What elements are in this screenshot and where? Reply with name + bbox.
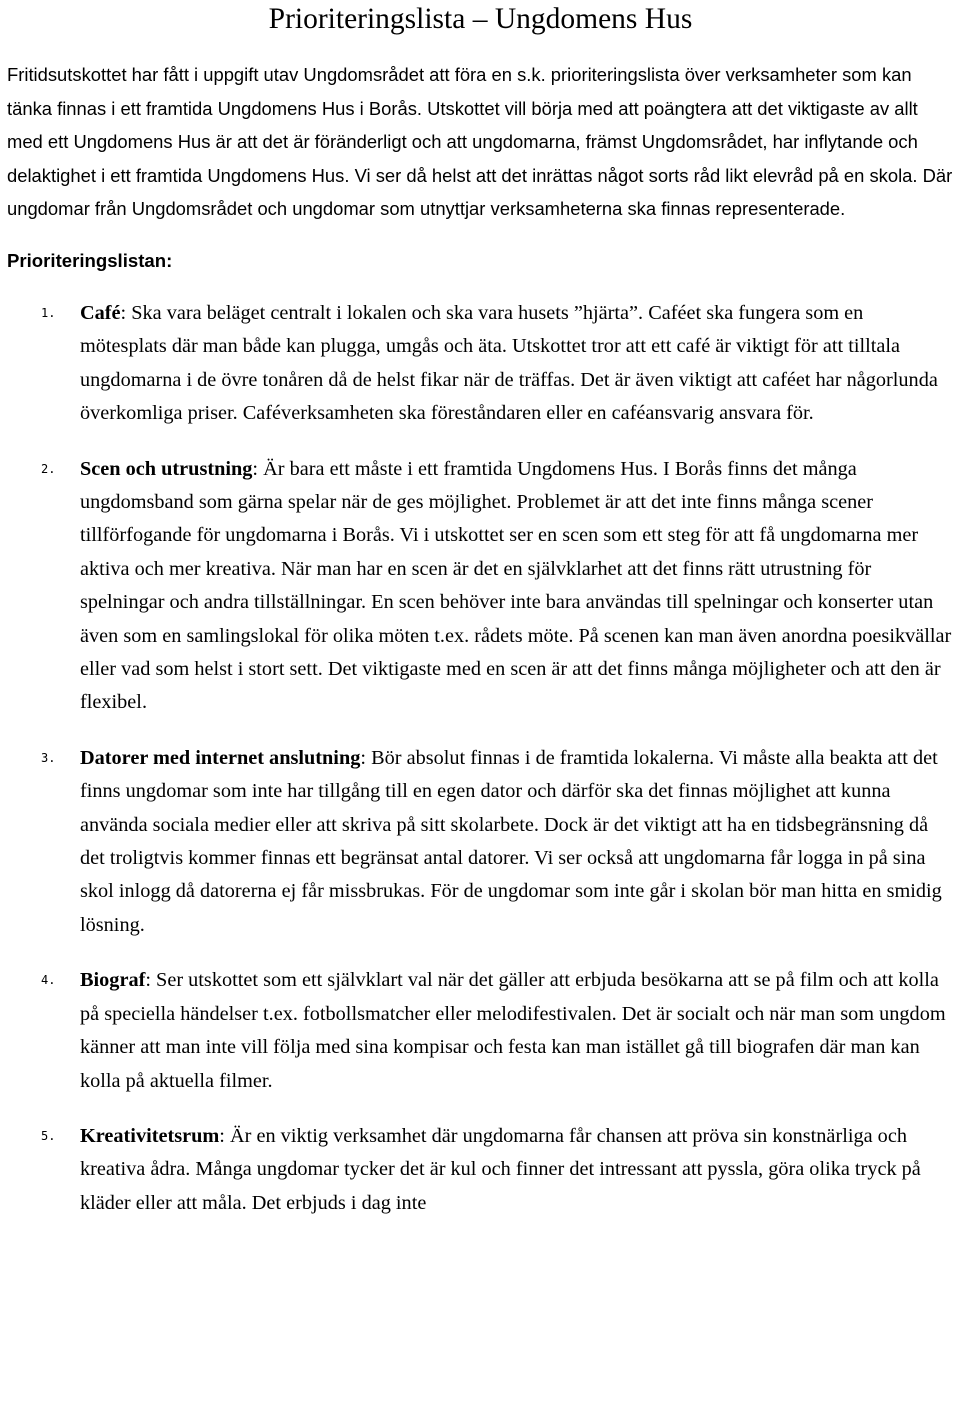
list-item-text: : Ser utskottet som ett självklart val när det gäller att erbjuda besökarna att se på film och att kolla på speciella händelser t.ex. fotbollsmatcher eller melodifestivalen. Det är socialt och när man som ungdom känner att man inte vill följa med sina kompisar och festa kan man istället gå till biografen där man kan kolla på aktuella filmer. [80, 969, 946, 1092]
list-item-biograf [7, 964, 954, 1098]
intro-sentence-1: Fritidsutskottet har fått i uppgift utav Ungdomsrådet att föra en s.k. prioriteringslista över verksamheter som kan tänka finnas i ett framtida Ungdomens Hus i Borås. [7, 64, 912, 119]
intro-sentence-2: Utskottet vill börja med att poängtera att det viktigaste av allt med ett Ungdomens Hus är att det är föränderligt och att ungdomarna, främst Ungdomsrådet, har inflytande och delaktighet i ett framtida Ungdomens Hus. [7, 97, 918, 186]
list-item-text: : Bör absolut finnas i de framtida lokalerna. Vi måste alla beakta att det finns ungdomar som inte har tillgång till en egen dator och därför ska det finnas möjlighet att kunna använda sociala medier eller att skriva på sitt skolarbete. Dock är det viktigt att ha en tidsbegränsning då det troligtvis kommer finnas ett begränsat antal datorer. Vi ser också att ungdomarna får logga in på sina skol inlogg då datorerna ej får missbrukas. För de ungdomar som inte går i skolan bör man hitta en smidig lösning. [80, 746, 942, 936]
list-item-datorer [7, 742, 954, 942]
list-item-number: 2. [41, 461, 56, 476]
priority-list [7, 297, 954, 1220]
list-item-term: Datorer med internet anslutning [80, 746, 361, 769]
list-item-number: 1. [41, 305, 56, 320]
list-item-term: Biograf [80, 969, 146, 992]
list-item-number: 4. [41, 973, 56, 988]
list-item-cafe [7, 297, 954, 431]
intro-sentence-3: Vi ser då helst att det inrättas något sorts råd likt elevråd på en skola. [349, 164, 918, 186]
list-item-scen [7, 453, 954, 720]
list-item-text: : Är bara ett måste i ett framtida Ungdomens Hus. I Borås finns det många ungdomsband som gärna spelar när de ges möjlighet. Problemet är att det inte finns många scener tillförfogande för ungdomarna i Borås. Vi i utskottet ser en scen som ett steg för att få ungdomarna mer aktiva och mer kreativa. När man har en scen är det en självklarhet att det finns rätt utrustning för spelningar och andra tillställningar. En scen behöver inte bara användas till spelningar och konserter utan även som en samlingslokal för olika möten t.ex. rådets möte. På scenen kan man även anordna poesikvällar eller vad som helst i stort sett. Det viktigaste med en scen är att det finns många möjligheter och att den är flexibel. [80, 457, 952, 714]
intro-sentence-4: Där ungdomar från Ungdomsrådet och ungdomar som utnyttjar verksamheterna ska finnas representerade. [7, 164, 953, 220]
list-item-term: Kreativitetsrum [80, 1124, 220, 1147]
list-item-kreativitetsrum [7, 1120, 954, 1220]
list-item-number: 5. [41, 1128, 56, 1143]
page-title: Prioriteringslista – Ungdomens Hus [268, 3, 693, 35]
list-item-text: : Är en viktig verksamhet där ungdomarna får chansen att pröva sin konstnärliga och kreativa ådra. Många ungdomar tycker det är kul och finner det intressant att pyssla, göra olika tryck på kläder eller att måla. Det erbjuds i dag inte [80, 1124, 921, 1214]
list-item-term: Scen och utrustning [80, 457, 253, 480]
list-item-text: : Ska vara beläget centralt i lokalen och ska vara husets ”hjärta”. Caféet ska fungera som en mötesplats där man både kan plugga, umgås och äta. Utskottet tror att ett café är viktigt för att tilltala ungdomarna i de övre tonåren då de helst fikar när de träffas. Det är även viktigt att caféet har någorlunda överkomliga priser. Caféverksamheten ska föreståndaren eller en caféansvarig ansvara för. [80, 301, 938, 425]
list-item-number: 3. [41, 750, 56, 765]
list-heading: Prioriteringslistan: [7, 249, 173, 271]
intro-paragraph [7, 58, 954, 226]
list-item-term: Café [80, 301, 121, 324]
